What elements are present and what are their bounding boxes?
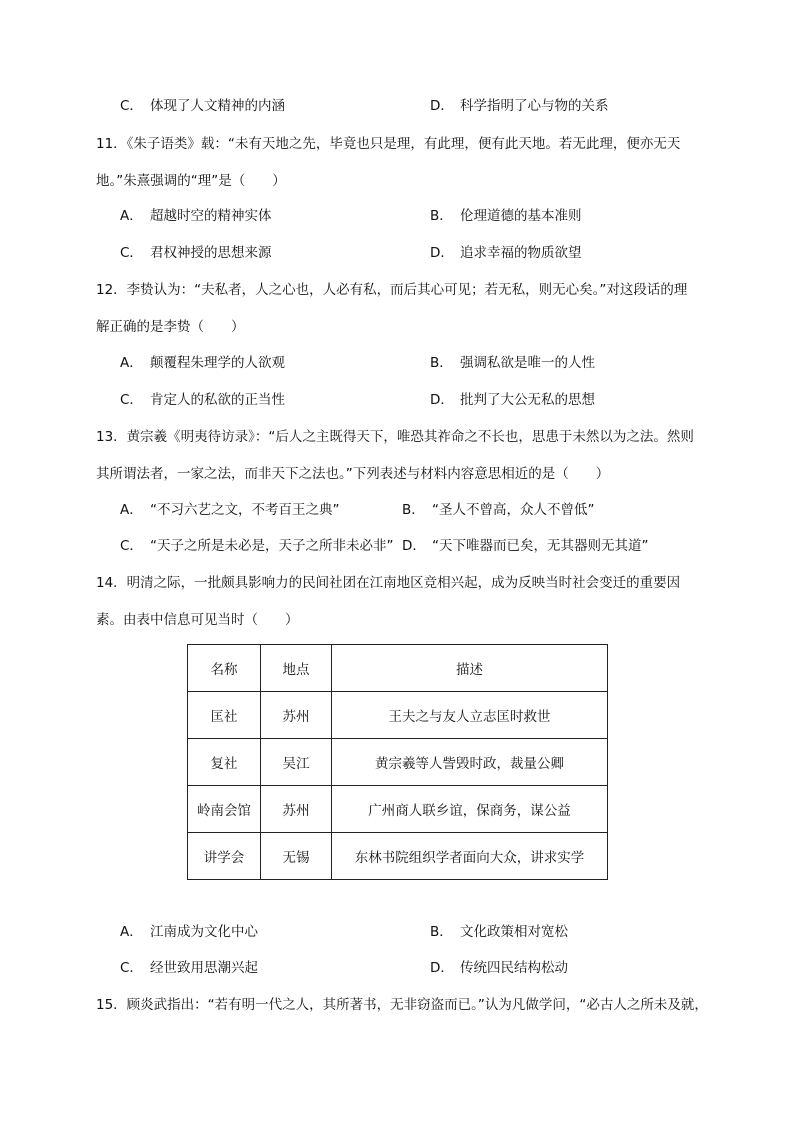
- table-cell: 吴江: [261, 739, 332, 786]
- q13-stem-line2: 其所谓法者，一家之法，而非天下之法也。”下列表述与材料内容意思相近的是（ ）: [96, 466, 610, 482]
- option-text: 文化政策相对宽松: [460, 924, 568, 940]
- option-text: 颠覆程朱理学的人欲观: [150, 355, 285, 371]
- q14-stem-line2: 素。由表中信息可见当时（ ）: [96, 612, 299, 628]
- option-text: “不习六艺之文，不考百王之典”: [150, 502, 340, 518]
- option-text: 君权神授的思想来源: [150, 245, 272, 261]
- table-cell: 广州商人联乡谊，保商务，谋公益: [332, 786, 608, 833]
- option-label: B．: [430, 924, 453, 940]
- option-text: 追求幸福的物质欲望: [460, 245, 582, 261]
- q10-option-d: [430, 96, 609, 116]
- q14-stem-line1: 14．明清之际，一批颇具影响力的民间社团在江南地区竞相兴起，成为反映当时社会变迁的重要因: [96, 575, 681, 591]
- option-label: D．: [430, 960, 454, 976]
- table-row: [188, 692, 608, 739]
- option-text: “天子之所是未必是，天子之所非未必非”: [150, 538, 394, 554]
- q12-option-b: [430, 353, 595, 373]
- option-label: D．: [430, 245, 454, 261]
- option-text: “圣人不曾高，众人不曾低”: [432, 502, 595, 518]
- table-row: [188, 739, 608, 786]
- table-cell: 王夫之与友人立志匡时救世: [332, 692, 608, 739]
- table-header-cell: 名称: [188, 645, 261, 692]
- table-cell: 无锡: [261, 833, 332, 880]
- option-label: A．: [120, 502, 143, 518]
- option-text: “天下唯器而已矣，无其器则无其道”: [432, 538, 649, 554]
- option-text: 超越时空的精神实体: [150, 208, 272, 224]
- table-cell: 苏州: [261, 692, 332, 739]
- option-label: D．: [430, 392, 454, 408]
- table-cell: 讲学会: [188, 833, 261, 880]
- option-text: 经世致用思潮兴起: [150, 960, 258, 976]
- q12-option-a: [120, 353, 285, 373]
- option-label: B．: [430, 208, 453, 224]
- table-row: [188, 786, 608, 833]
- option-label: A．: [120, 355, 143, 371]
- q13-option-b: [402, 500, 595, 520]
- table-cell: 苏州: [261, 786, 332, 833]
- q11-option-d: [430, 243, 582, 263]
- q13-option-a: [120, 500, 340, 520]
- option-label: A．: [120, 208, 143, 224]
- q12-stem-line2: 解正确的是李贽（ ）: [96, 319, 245, 335]
- q12-option-d: [430, 390, 595, 410]
- option-label: A．: [120, 924, 143, 940]
- option-label: C．: [120, 960, 143, 976]
- option-label: B．: [402, 502, 425, 518]
- q10-option-c: [120, 96, 285, 116]
- q13-stem-line1: 13．黄宗羲《明夷待访录》：“后人之主既得天下，唯恐其祚命之不长也，思患于未然以为之法。然则: [96, 429, 694, 445]
- table-cell: 匡社: [188, 692, 261, 739]
- q11-option-a: [120, 206, 272, 226]
- option-text: 科学指明了心与物的关系: [460, 98, 609, 114]
- table-cell: 黄宗羲等人訾毁时政，裁量公卿: [332, 739, 608, 786]
- option-label: C．: [120, 392, 143, 408]
- table-cell: 岭南会馆: [188, 786, 261, 833]
- q11-stem-line2: 地。”朱熹强调的“理”是（ ）: [96, 173, 286, 189]
- q12-option-c: [120, 390, 285, 410]
- option-text: 批判了大公无私的思想: [460, 392, 595, 408]
- table-cell: 复社: [188, 739, 261, 786]
- option-label: C．: [120, 98, 143, 114]
- q14-option-c: [120, 958, 258, 978]
- option-text: 江南成为文化中心: [150, 924, 258, 940]
- q12-stem-line1: 12．李贽认为：“夫私者，人之心也，人必有私，而后其心可见；若无私，则无心矣。”对这段话的理: [96, 282, 688, 298]
- q14-option-d: [430, 958, 568, 978]
- table-row: [188, 833, 608, 880]
- option-text: 传统四民结构松动: [460, 960, 568, 976]
- option-label: D．: [430, 98, 454, 114]
- q13-option-d: [402, 536, 649, 556]
- option-label: C．: [120, 245, 143, 261]
- table-cell: 东林书院组织学者面向大众，讲求实学: [332, 833, 608, 880]
- q14-option-a: [120, 922, 258, 942]
- option-label: D．: [402, 538, 426, 554]
- option-label: C．: [120, 538, 143, 554]
- option-text: 体现了人文精神的内涵: [150, 98, 285, 114]
- q11-option-c: [120, 243, 272, 263]
- q11-option-b: [430, 206, 582, 226]
- table-header-cell: 描述: [332, 645, 608, 692]
- society-table: [187, 644, 608, 880]
- q14-option-b: [430, 922, 568, 942]
- option-label: B．: [430, 355, 453, 371]
- q15-stem-line1: 15．顾炎武指出：“若有明一代之人，其所著书，无非窃盗而已。”认为凡做学问，“必古人之所未及就，: [96, 997, 708, 1013]
- option-text: 肯定人的私欲的正当性: [150, 392, 285, 408]
- option-text: 伦理道德的基本准则: [460, 208, 582, 224]
- q11-stem-line1: 11．《朱子语类》载：“未有天地之先，毕竟也只是理，有此理，便有此天地。若无此理，便亦无天: [96, 136, 681, 152]
- table-header-row: [188, 645, 608, 692]
- table-header-cell: 地点: [261, 645, 332, 692]
- q13-option-c: [120, 536, 394, 556]
- option-text: 强调私欲是唯一的人性: [460, 355, 595, 371]
